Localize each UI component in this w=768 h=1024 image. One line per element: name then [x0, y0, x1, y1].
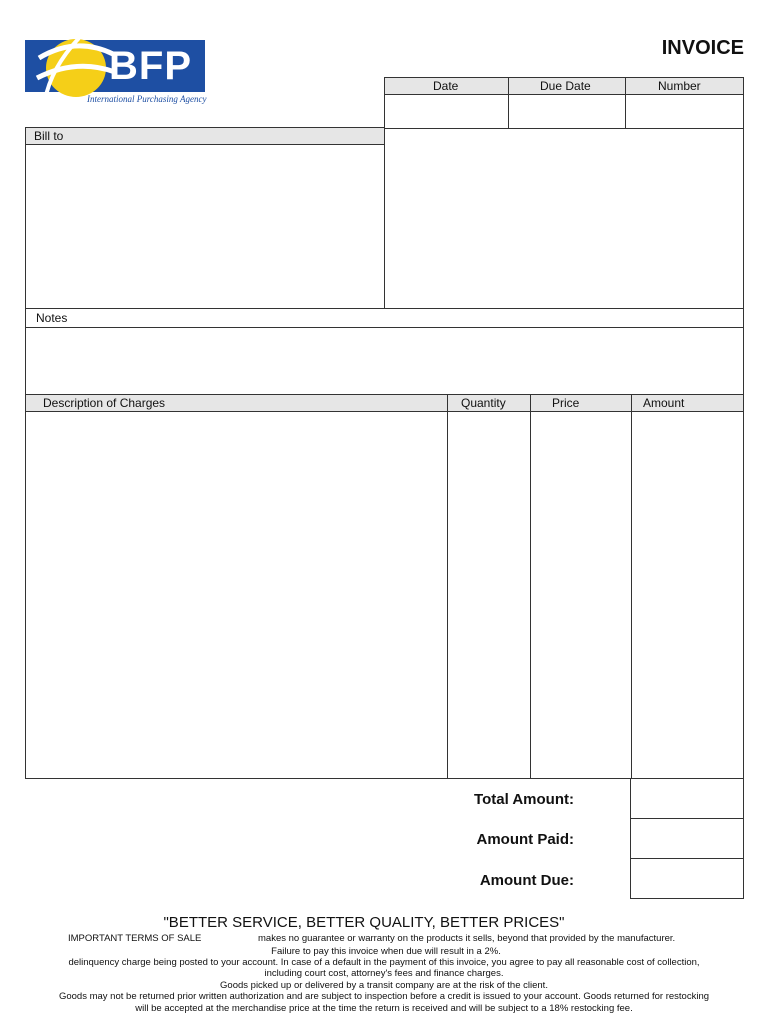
terms-line-4: including court cost, attorney's fees and finance charges. [264, 968, 504, 979]
invoice-title: INVOICE [661, 37, 744, 59]
total-amount-label: Total Amount: [474, 791, 574, 808]
info-value-row [384, 94, 744, 129]
terms-line-1: makes no guarantee or warranty on the products it sells, beyond that provided by the manufacturer. [258, 933, 676, 944]
amount-paid-label: Amount Paid: [476, 831, 574, 848]
totals-box [630, 778, 744, 899]
price-column[interactable] [531, 412, 631, 778]
terms-line-3: delinquency charge being posted to your account. In case of a default in the payment of this invoice, you agree to pay all reasonable cost of collection, [68, 957, 700, 968]
ship-info-area[interactable] [384, 128, 744, 309]
amount-paid-field[interactable] [631, 819, 743, 858]
terms-title: IMPORTANT TERMS OF SALE [68, 933, 202, 944]
date-field[interactable] [385, 95, 508, 128]
bill-to-label: Bill to [34, 129, 64, 143]
slogan: "BETTER SERVICE, BETTER QUALITY, BETTER PRICES" [163, 914, 565, 931]
due-date-header: Due Date [540, 79, 591, 93]
terms-line-6: Goods may not be returned prior written authorization and are subject to inspection before a credit is issued to your account. Goods returned for restocking [58, 991, 710, 1002]
terms-line-7: will be accepted at the merchandise price at the time the return is received and will be subject to a 18% restocking fee. [135, 1003, 633, 1014]
notes-header [25, 308, 744, 328]
description-column[interactable] [26, 412, 447, 778]
number-field[interactable] [626, 95, 743, 128]
terms-line-2: Failure to pay this invoice when due will result in a 2%. [271, 946, 501, 957]
charges-header [25, 394, 744, 412]
logo-tagline: International Purchasing Agency [87, 94, 207, 104]
due-date-field[interactable] [509, 95, 625, 128]
quantity-column[interactable] [448, 412, 530, 778]
amount-column[interactable] [632, 412, 743, 778]
company-logo [25, 28, 205, 112]
date-header: Date [433, 79, 459, 93]
info-header-row [384, 77, 744, 95]
amount-due-label: Amount Due: [479, 872, 574, 889]
amount-due-field[interactable] [631, 859, 743, 898]
description-header: Description of Charges [43, 396, 166, 410]
price-header: Price [552, 396, 580, 410]
terms-line-5: Goods picked up or delivered by a transit company are at the risk of the client. [220, 980, 548, 991]
number-header: Number [658, 79, 701, 93]
notes-field[interactable] [25, 327, 744, 395]
charges-body [25, 411, 744, 779]
notes-label: Notes [36, 311, 68, 325]
total-amount-field[interactable] [631, 779, 743, 818]
quantity-header: Quantity [461, 396, 506, 410]
bill-to-header [25, 127, 385, 145]
amount-header: Amount [643, 396, 685, 410]
bill-to-field[interactable] [25, 144, 385, 309]
logo-brand: BFP [109, 44, 192, 88]
